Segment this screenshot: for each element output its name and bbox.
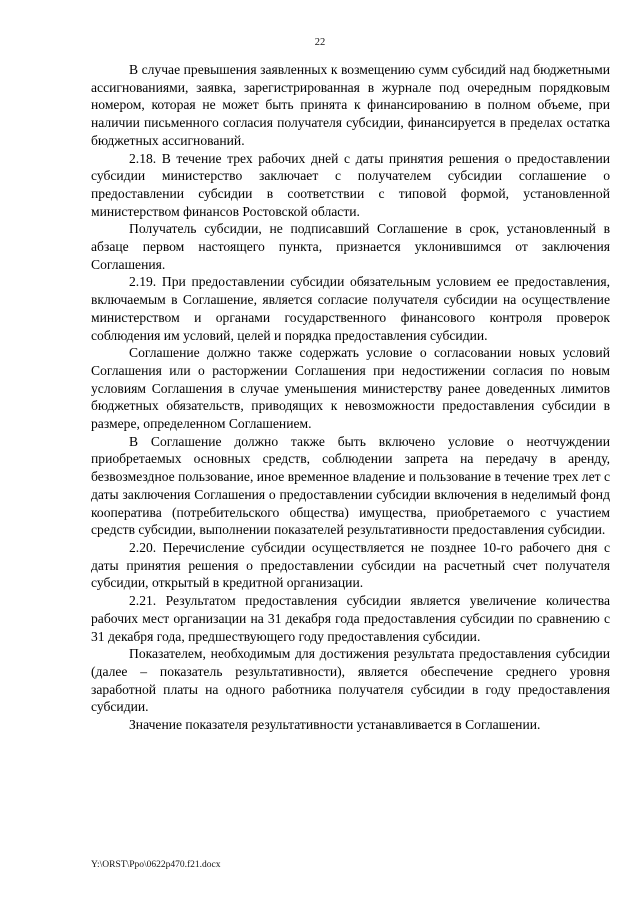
paragraph: 2.20. Перечисление субсидии осуществляется не позднее 10-го рабочего дня с даты принятия решения о предоставлении субсидии на расчетный счет получателя субсидии, открытый в кредитной организации. <box>91 539 610 591</box>
paragraph: В Соглашение должно также быть включено условие о неотчуждении приобретаемых основных средств, соблюдении запрета на передачу в аренду, безвозмездное пользование, иное временное владение и пользование в течение трех лет с даты заключения Соглашения о предоставлении субсидии включения в неделимый фонд кооператива (потребительского общества) имущества, приобретаемого с участием средств субсидии, выполнении показателей результативности предоставления субсидии. <box>91 433 610 538</box>
paragraph: Значение показателя результативности устанавливается в Соглашении. <box>129 717 541 733</box>
paragraph: 2.19. При предоставлении субсидии обязательным условием ее предоставления, включаемым в Соглашение, является согласие получателя субсидии на осуществление министерством и органами государственного финансового контроля проверок соблюдения им условий, целей и порядка предоставления субсидии. <box>91 274 610 343</box>
page-number: 22 <box>314 37 326 48</box>
paragraph: Показателем, необходимым для достижения результата предоставления субсидии (далее – показатель результативности), является обеспечение среднего уровня заработной платы на одного работника получателя субсидии в году предоставления субсидии. <box>91 646 610 715</box>
paragraph: Соглашение должно также содержать условие о согласовании новых условий Соглашения или о расторжении Соглашения при недостижении согласия по новым условиям Соглашения в случае уменьшения министерству ранее доведенных лимитов бюджетных обязательств, приводящих к невозможности предоставления субсидии в размере, определенном Соглашением. <box>91 345 610 432</box>
paragraph: 2.18. В течение трех рабочих дней с даты принятия решения о предоставлении субсидии министерство заключает с получателем субсидии соглашение о предоставлении субсидии в соответствии с типовой формой, установленной министерством финансов Ростовской области. <box>91 150 610 219</box>
document-body <box>91 61 610 734</box>
paragraph: В случае превышения заявленных к возмещению сумм субсидий над бюджетными ассигнованиями, заявка, зарегистрированная в журнале под очередным порядковым номером, которая не может быть принята к финансированию в полном объеме, при наличии письменного согласия получателя субсидии, финансируется в пределах остатка бюджетных ассигнований. <box>91 62 610 148</box>
paragraph: Получатель субсидии, не подписавший Соглашение в срок, установленный в абзаце первом настоящего пункта, признается уклонившимся от заключения Соглашения. <box>91 221 610 272</box>
file-path-footer: Y:\ORST\Ppo\0622p470.f21.docx <box>91 860 221 870</box>
paragraph: 2.21. Результатом предоставления субсидии является увеличение количества рабочих мест организации на 31 декабря года предоставления субсидии по сравнению с 31 декабря года, предшествующего году предоставления субсидии. <box>91 593 610 644</box>
